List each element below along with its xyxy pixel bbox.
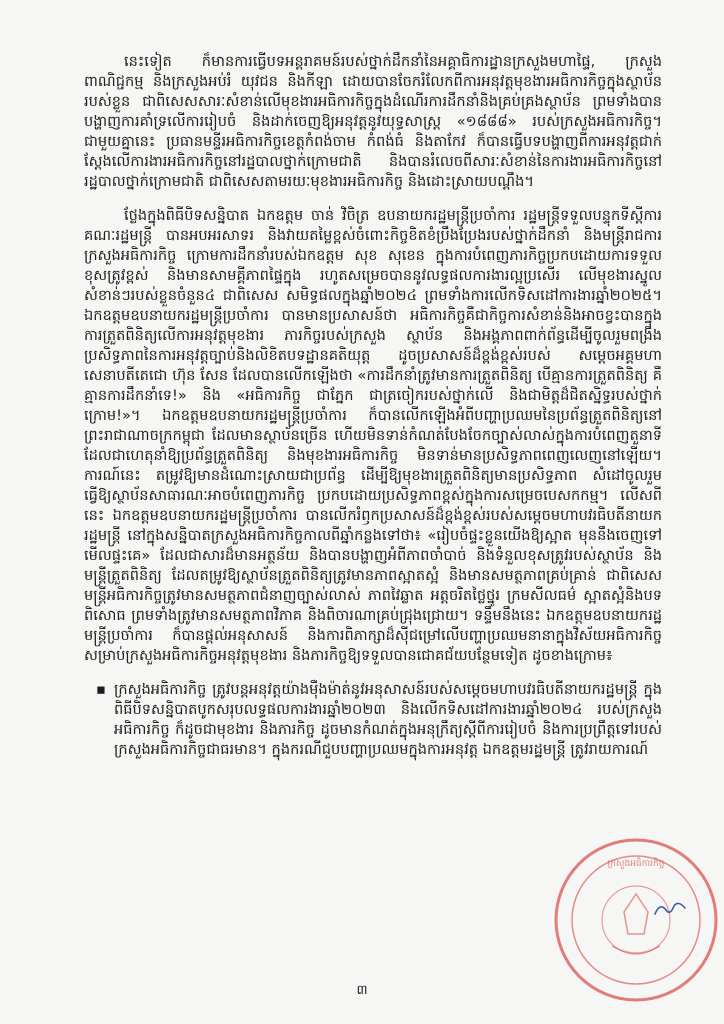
paragraph-intro: នេះទៀត ក៏មានការធ្វើបទអន្តរាគមន៍របស់ថ្នាក់ដឹកនាំនៃអគ្គាធិការដ្ឋានក្រសួងមហាផ្ទៃ, ក្រសួងពាណិជ្ជកម្ម និងក្រសួងអប់រំ យុវជន និងកីឡា ដោយបានចែករំលែកពីការអនុវត្តមុខងារអធិការកិច្ចក្នុងស្ថាប័នរបស់ខ្លួន ជាពិសេសសារៈសំខាន់លើមុខងារអធិការកិច្ចក្នុងដំណើរការដឹកនាំនិងគ្រប់គ្រងស្ថាប័ន ព្រមទាំងបានបង្ហាញការគាំទ្រលើការរៀបចំ និងដាក់ចេញឱ្យអនុវត្តនូវយុទ្ធសាស្ត្រ «១៨៨៨» របស់ក្រសួងអធិការកិច្ច។ ជាមួយគ្នានេះ ប្រធានមន្ទីរអធិការកិច្ចខេត្តកំពង់ចាម កំពង់ធំ និងតាកែវ ក៏បានធ្វើបទបង្ហាញពីការអនុវត្តជាក់ស្តែងលើការងារអធិការកិច្ចនៅរដ្ឋបាលថ្នាក់ក្រោមជាតិ និងបានរំលេចពីសារៈសំខាន់នៃការងារអធិការកិច្ចនៅរដ្ឋបាលថ្នាក់ក្រោមជាតិ ជាពិសេសតាមរយៈមុខងារអធិការកិច្ច និងដោះស្រាយបណ្តឹង។	[84, 53, 662, 190]
bullet-marker: ▪	[96, 681, 106, 698]
signature-mark	[652, 896, 688, 920]
official-seal-stamp	[552, 836, 720, 1004]
page-number: ៣	[356, 983, 368, 998]
paragraph-closing-ceremony: ថ្លែងក្នុងពិធីបិទសន្និបាត ឯកឧត្តម ចាន់ វិចិត្រ ឧបនាយករដ្ឋមន្ត្រីប្រចាំការ រដ្ឋមន្ត្រីទទួលបន្ទុកទីស្តីការគណៈរដ្ឋមន្ត្រី បានអបអរសាទរ និងវាយតម្លៃខ្ពស់ចំពោះកិច្ចខិតខំប្រឹងប្រែងរបស់ថ្នាក់ដឹកនាំ និងមន្ត្រីរាជការក្រសួងអធិការកិច្ច ក្រោមការដឹកនាំរបស់ឯកឧត្តម សុខ សុខេន ក្នុងការបំពេញភារកិច្ចប្រកបដោយការទទួលខុសត្រូវខ្ពស់ និងមានសាមគ្គីភាពផ្ទៃក្នុង រហូតសម្រេចបាននូវលទ្ធផលការងារល្អប្រសើរ លើមុខងារស្នូលសំខាន់ៗរបស់ខ្លួនចំនួន៤ ជាពិសេស សមិទ្ធផលក្នុងឆ្នាំ២០២៤ ព្រមទាំងការលើកទិសដៅការងារឆ្នាំ២០២៥។ ឯកឧត្តមឧបនាយករដ្ឋមន្ត្រីប្រចាំការ បានមានប្រសាសន៍ថា អធិការកិច្ចគឺជាកិច្ចការសំខាន់និងអាចខ្វះបានក្នុងការត្រួតពិនិត្យលើការអនុវត្តមុខងារ ភារកិច្ចរបស់ក្រសួង ស្ថាប័ន និងអង្គភាពពាក់ព័ន្ធដើម្បីចូលរួមពង្រឹងប្រសិទ្ធភាពនៃការអនុវត្តច្បាប់និងលិខិតបទដ្ឋានគតិយុត្ត ដូចប្រសាសន៍ដ៏ខ្ពង់ខ្ពស់របស់ សម្តេចអគ្គមហាសេនាបតីតេជោ ហ៊ុន សែន ដែលបានលើកឡើងថា «ការដឹកនាំត្រូវមានការត្រួតពិនិត្យ បើគ្មានការត្រួតពិនិត្យ គឺគ្មានការដឹកនាំទេ!» និង «អធិការកិច្ច ជាភ្នែក ជាត្រចៀករបស់ថ្នាក់លើ និងជាមិត្តដ៏ជិតស្និទ្ធរបស់ថ្នាក់ក្រោម!»។ ឯកឧត្តមឧបនាយករដ្ឋមន្ត្រីប្រចាំការ ក៏បានលើកឡើងអំពីបញ្ហាប្រឈមនៃប្រព័ន្ធត្រួតពិនិត្យនៅព្រះរាជាណាចក្រកម្ពុជា ដែលមានស្ថាប័នច្រើន ហើយមិនទាន់កំណត់បែងចែកច្បាស់លាស់ក្នុងការបំពេញតួនាទី ដែលជាហេតុនាំឱ្យប្រព័ន្ធត្រួតពិនិត្យ និងមុខងារអធិការកិច្ច មិនទាន់មានប្រសិទ្ធភាពពេញលេញនៅឡើយ។ ការណ៍នេះ តម្រូវឱ្យមានដំណោះស្រាយជាប្រព័ន្ធ ដើម្បីឱ្យមុខងារត្រួតពិនិត្យមានប្រសិទ្ធភាព សំដៅចូលរួមធ្វើឱ្យស្ថាប័នសាធារណៈអាចបំពេញភារកិច្ច ប្រកបដោយប្រសិទ្ធភាពខ្ពស់ក្នុងការសម្រេចបេសកកម្ម។ លើសពីនេះ ឯកឧត្តមឧបនាយករដ្ឋមន្ត្រីប្រចាំការ បានលើករំឭកប្រសាសន៍ដ៏ខ្ពង់ខ្ពស់របស់សម្តេចមហាបវរធិបតីនាយករដ្ឋមន្ត្រី នៅក្នុងសន្និបាតក្រសួងអធិការកិច្ចកាលពីឆ្នាំកន្លងទៅថា៖ «រៀបចំផ្ទះខ្លួនយើងឱ្យស្អាត មុននឹងចេញទៅមើលផ្ទះគេ» ដែលជាសារដ៏មានអត្ថន័យ និងបានបង្ហាញអំពីភាពចាំបាច់ និងទំនួលខុសត្រូវរបស់ស្ថាប័ន និងមន្ត្រីត្រួតពិនិត្យ ដែលតម្រូវឱ្យស្ថាប័នត្រួតពិនិត្យត្រូវមានភាពស្អាតស្អំ និងមានសមត្ថភាពគ្រប់គ្រាន់ ជាពិសេស មន្ត្រីអធិការកិច្ចត្រូវមានសមត្ថភាពជំនាញច្បាស់លាស់ ភាពវៃឆ្លាត អត្តចរិតថ្លៃថ្នូរ ក្រមសីលធម៌ ស្អាតស្អំនិងបទពិសោធ ព្រមទាំងត្រូវមានសមត្ថភាពវិភាគ និងពិចារណាគ្រប់ជ្រុងជ្រោយ។ ទន្ទឹមនឹងនេះ ឯកឧត្តមឧបនាយករដ្ឋមន្ត្រីប្រចាំការ ក៏បានផ្តល់អនុសាសន៍ និងការពិភាក្សាដ៏ស៊ីជម្រៅលើបញ្ហាប្រឈមនានាក្នុងវិស័យអធិការកិច្ច សម្រាប់ក្រសួងអធិការកិច្ចអនុវត្តមុខងារ និងភារកិច្ចឱ្យទទួលបានជោគជ័យបន្ថែមទៀត ដូចខាងក្រោម៖	[84, 207, 662, 664]
recommendations-list	[84, 680, 662, 760]
list-item	[84, 680, 662, 760]
seal-label: ក្រសួងអធិការកិច្ច	[607, 859, 665, 869]
list-item-text: ក្រសួងអធិការកិច្ច ត្រូវបន្តអនុវត្តយ៉ាងម៉ឺងម៉ាត់នូវអនុសាសន៍របស់សម្តេចមហាបវរធិបតីនាយករដ្ឋមន្ត្រី ក្នុងពិធីបិទសន្និបាតបូកសរុបលទ្ធផលការងារឆ្នាំ២០២៣ និងលើកទិសដៅការងារឆ្នាំ២០២៤ របស់ក្រសួងអធិការកិច្ច ក៏ដូចជាមុខងារ និងភារកិច្ច ដូចមានកំណត់ក្នុងអនុក្រឹត្យស្តីពីការរៀបចំ និងការប្រព្រឹត្តទៅរបស់ក្រសួងអធិការកិច្ចជាធរមាន។ ក្នុងករណីជួបបញ្ហាប្រឈមក្នុងការអនុវត្ត ឯកឧត្តមរដ្ឋមន្ត្រី ត្រូវរាយការណ៍	[114, 681, 662, 758]
